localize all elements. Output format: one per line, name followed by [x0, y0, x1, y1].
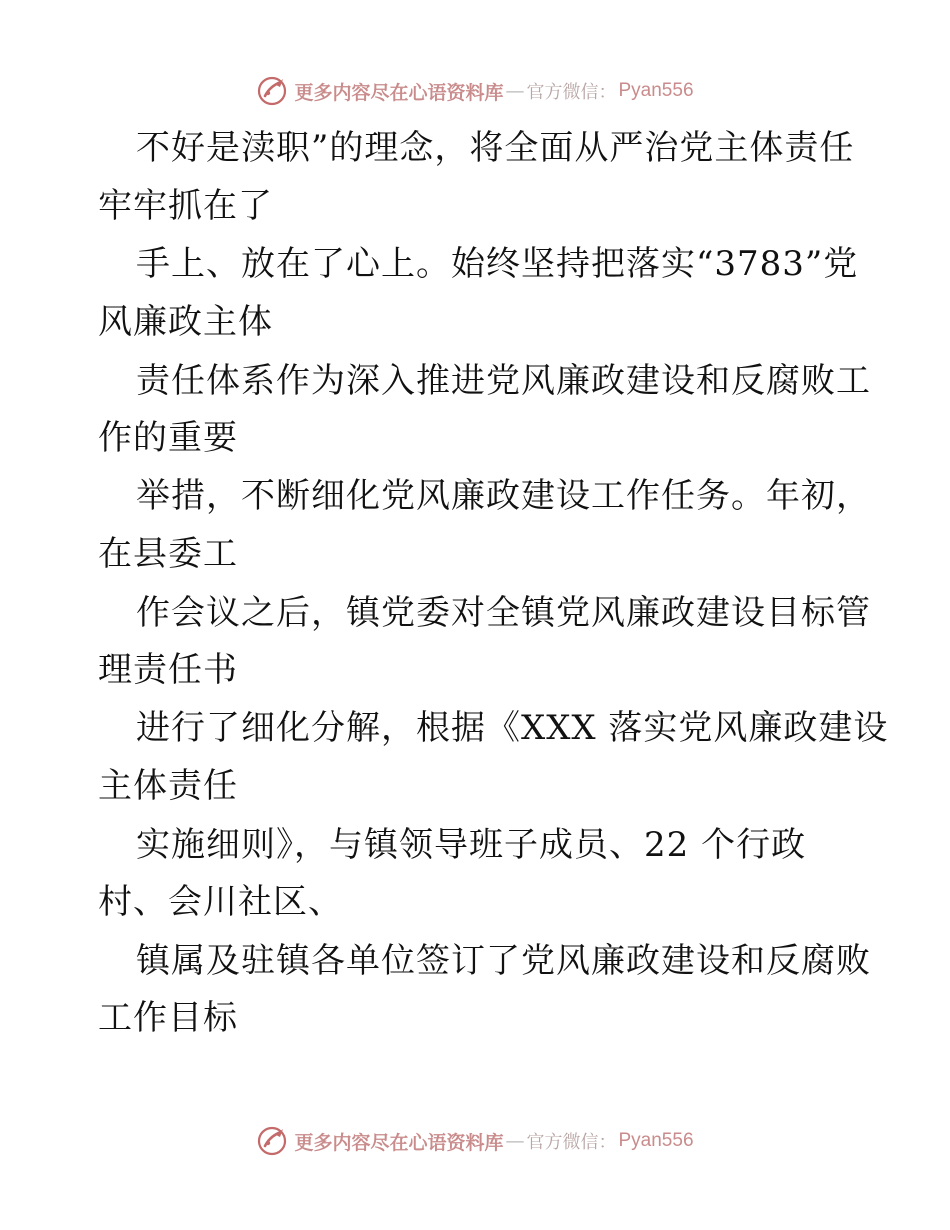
body-line: 村、会川社区、	[98, 882, 343, 922]
body-line: 牢牢抓在了	[98, 186, 273, 226]
header-banner-separator: —	[505, 80, 525, 102]
header-wechat-label: 官方微信：	[526, 82, 617, 103]
body-line: 工作目标	[98, 998, 238, 1038]
body-line: 手上、放在了心上。始终坚持把落实“3783”党	[136, 244, 859, 284]
body-line: 进行了细化分解，根据《XXX 落实党风廉政建设	[136, 708, 889, 748]
header-banner	[0, 69, 950, 113]
body-line: 在县委工	[98, 534, 238, 574]
header-wechat-id: Pyan556	[618, 80, 694, 101]
footer-banner	[0, 1119, 950, 1163]
pen-logo-icon	[256, 74, 290, 108]
footer-banner-separator: —	[505, 1130, 525, 1152]
body-line: 责任体系作为深入推进党风廉政建设和反腐败工	[136, 361, 871, 401]
body-line: 举措，不断细化党风廉政建设工作任务。年初，	[136, 476, 871, 516]
header-banner-text: 更多内容尽在心语资料库	[294, 81, 504, 104]
body-line: 理责任书	[98, 650, 238, 690]
body-line: 作会议之后，镇党委对全镇党风廉政建设目标管	[136, 593, 871, 633]
body-line: 作的重要	[98, 418, 238, 458]
body-line: 风廉政主体	[98, 302, 273, 342]
footer-banner-text: 更多内容尽在心语资料库	[294, 1131, 504, 1154]
body-line: 主体责任	[98, 766, 238, 806]
body-line: 不好是渎职”的理念，将全面从严治党主体责任	[136, 128, 855, 168]
body-line: 镇属及驻镇各单位签订了党风廉政建设和反腐败	[136, 941, 871, 981]
footer-wechat-id: Pyan556	[618, 1130, 694, 1151]
body-line: 实施细则》，与镇领导班子成员、22 个行政	[136, 825, 807, 865]
footer-wechat-label: 官方微信：	[526, 1132, 617, 1153]
pen-logo-icon	[256, 1124, 290, 1158]
